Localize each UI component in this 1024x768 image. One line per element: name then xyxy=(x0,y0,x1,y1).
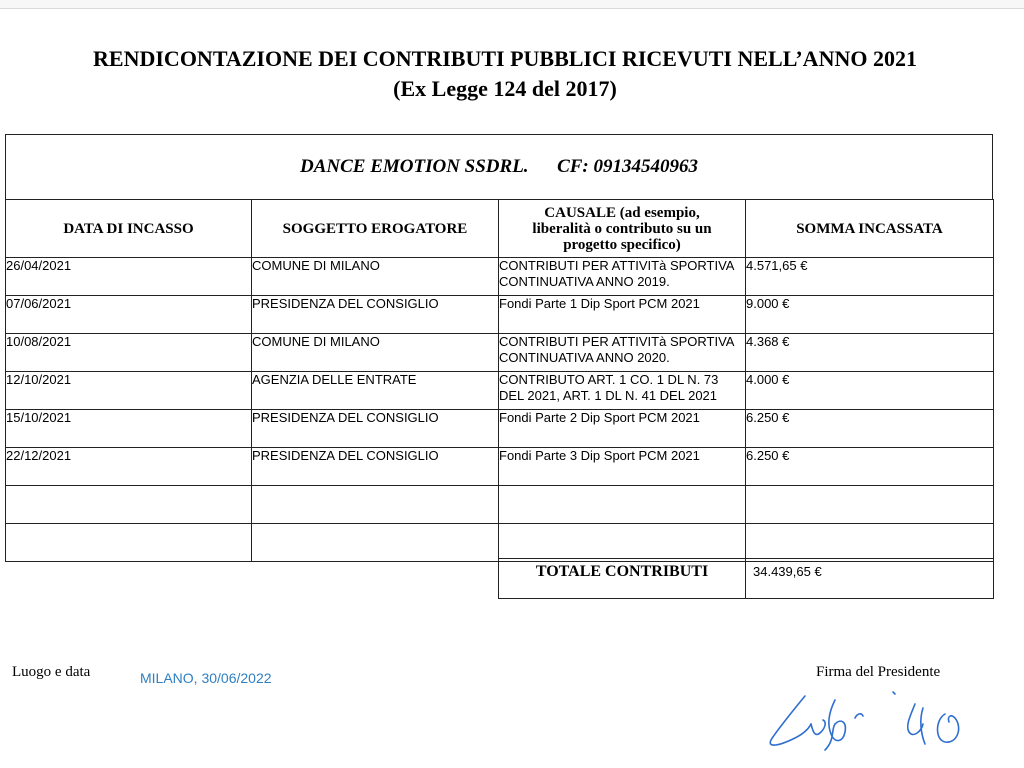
date-cell xyxy=(6,524,252,562)
reason-cell xyxy=(499,524,746,562)
source-cell: COMUNE DI MILANO xyxy=(252,334,499,372)
date-cell: 07/06/2021 xyxy=(6,296,252,334)
date-cell: 15/10/2021 xyxy=(6,410,252,448)
header-source: SOGGETTO EROGATORE xyxy=(252,200,499,258)
amount-cell: 9.000 € xyxy=(746,296,994,334)
table-row xyxy=(6,410,994,448)
reason-cell: Fondi Parte 2 Dip Sport PCM 2021 xyxy=(499,410,746,448)
total-label: TOTALE CONTRIBUTI xyxy=(499,559,746,599)
amount-cell: 4.571,65 € xyxy=(746,258,994,296)
amount-cell xyxy=(746,486,994,524)
amount-cell xyxy=(746,524,994,562)
date-cell: 22/12/2021 xyxy=(6,448,252,486)
header-amount: SOMMA INCASSATA xyxy=(746,200,994,258)
president-signature xyxy=(765,688,985,758)
amount-cell: 4.368 € xyxy=(746,334,994,372)
source-cell: PRESIDENZA DEL CONSIGLIO xyxy=(252,296,499,334)
table-row xyxy=(6,334,994,372)
organization-name: DANCE EMOTION SSDRL. xyxy=(299,156,529,177)
date-cell: 26/04/2021 xyxy=(6,258,252,296)
header-reason: CAUSALE (ad esempio, liberalità o contributo su un progetto specifico) xyxy=(499,200,746,258)
table-row xyxy=(6,296,994,334)
contributions-table xyxy=(5,199,994,562)
title-line-2: (Ex Legge 124 del 2017) xyxy=(393,76,617,101)
table-row xyxy=(6,448,994,486)
total-table xyxy=(498,558,994,599)
amount-cell: 6.250 € xyxy=(746,410,994,448)
source-cell: PRESIDENZA DEL CONSIGLIO xyxy=(252,410,499,448)
reason-cell: Fondi Parte 3 Dip Sport PCM 2021 xyxy=(499,448,746,486)
reason-cell: CONTRIBUTO ART. 1 CO. 1 DL N. 73 DEL 2021, ART. 1 DL N. 41 DEL 2021 xyxy=(499,372,746,410)
amount-cell: 6.250 € xyxy=(746,448,994,486)
date-cell xyxy=(6,486,252,524)
header-date: DATA DI INCASSO xyxy=(6,200,252,258)
reason-cell: Fondi Parte 1 Dip Sport PCM 2021 xyxy=(499,296,746,334)
source-cell: COMUNE DI MILANO xyxy=(252,258,499,296)
table-row xyxy=(6,372,994,410)
top-edge xyxy=(0,0,1024,9)
reason-cell: CONTRIBUTI PER ATTIVITà SPORTIVA CONTINUATIVA ANNO 2019. xyxy=(499,258,746,296)
table-row xyxy=(6,524,994,562)
place-label: Luogo e data xyxy=(12,664,91,680)
table-row xyxy=(6,486,994,524)
table-header-row xyxy=(6,200,994,258)
source-cell: AGENZIA DELLE ENTRATE xyxy=(252,372,499,410)
total-row xyxy=(499,559,994,599)
date-cell: 12/10/2021 xyxy=(6,372,252,410)
source-cell xyxy=(252,486,499,524)
document-title xyxy=(0,44,1010,104)
table-row xyxy=(6,258,994,296)
amount-cell: 4.000 € xyxy=(746,372,994,410)
title-line-1: RENDICONTAZIONE DEI CONTRIBUTI PUBBLICI RICEVUTI NELL’ANNO 2021 xyxy=(93,46,917,71)
total-value: 34.439,65 € xyxy=(746,559,994,599)
source-cell xyxy=(252,524,499,562)
date-cell: 10/08/2021 xyxy=(6,334,252,372)
organization-cf: CF: 09134540963 xyxy=(557,156,698,177)
organization-header xyxy=(5,134,993,200)
source-cell: PRESIDENZA DEL CONSIGLIO xyxy=(252,448,499,486)
reason-cell: CONTRIBUTI PER ATTIVITà SPORTIVA CONTINUATIVA ANNO 2020. xyxy=(499,334,746,372)
place-date-value: MILANO, 30/06/2022 xyxy=(140,670,272,686)
signature-label: Firma del Presidente xyxy=(816,664,941,680)
reason-cell xyxy=(499,486,746,524)
